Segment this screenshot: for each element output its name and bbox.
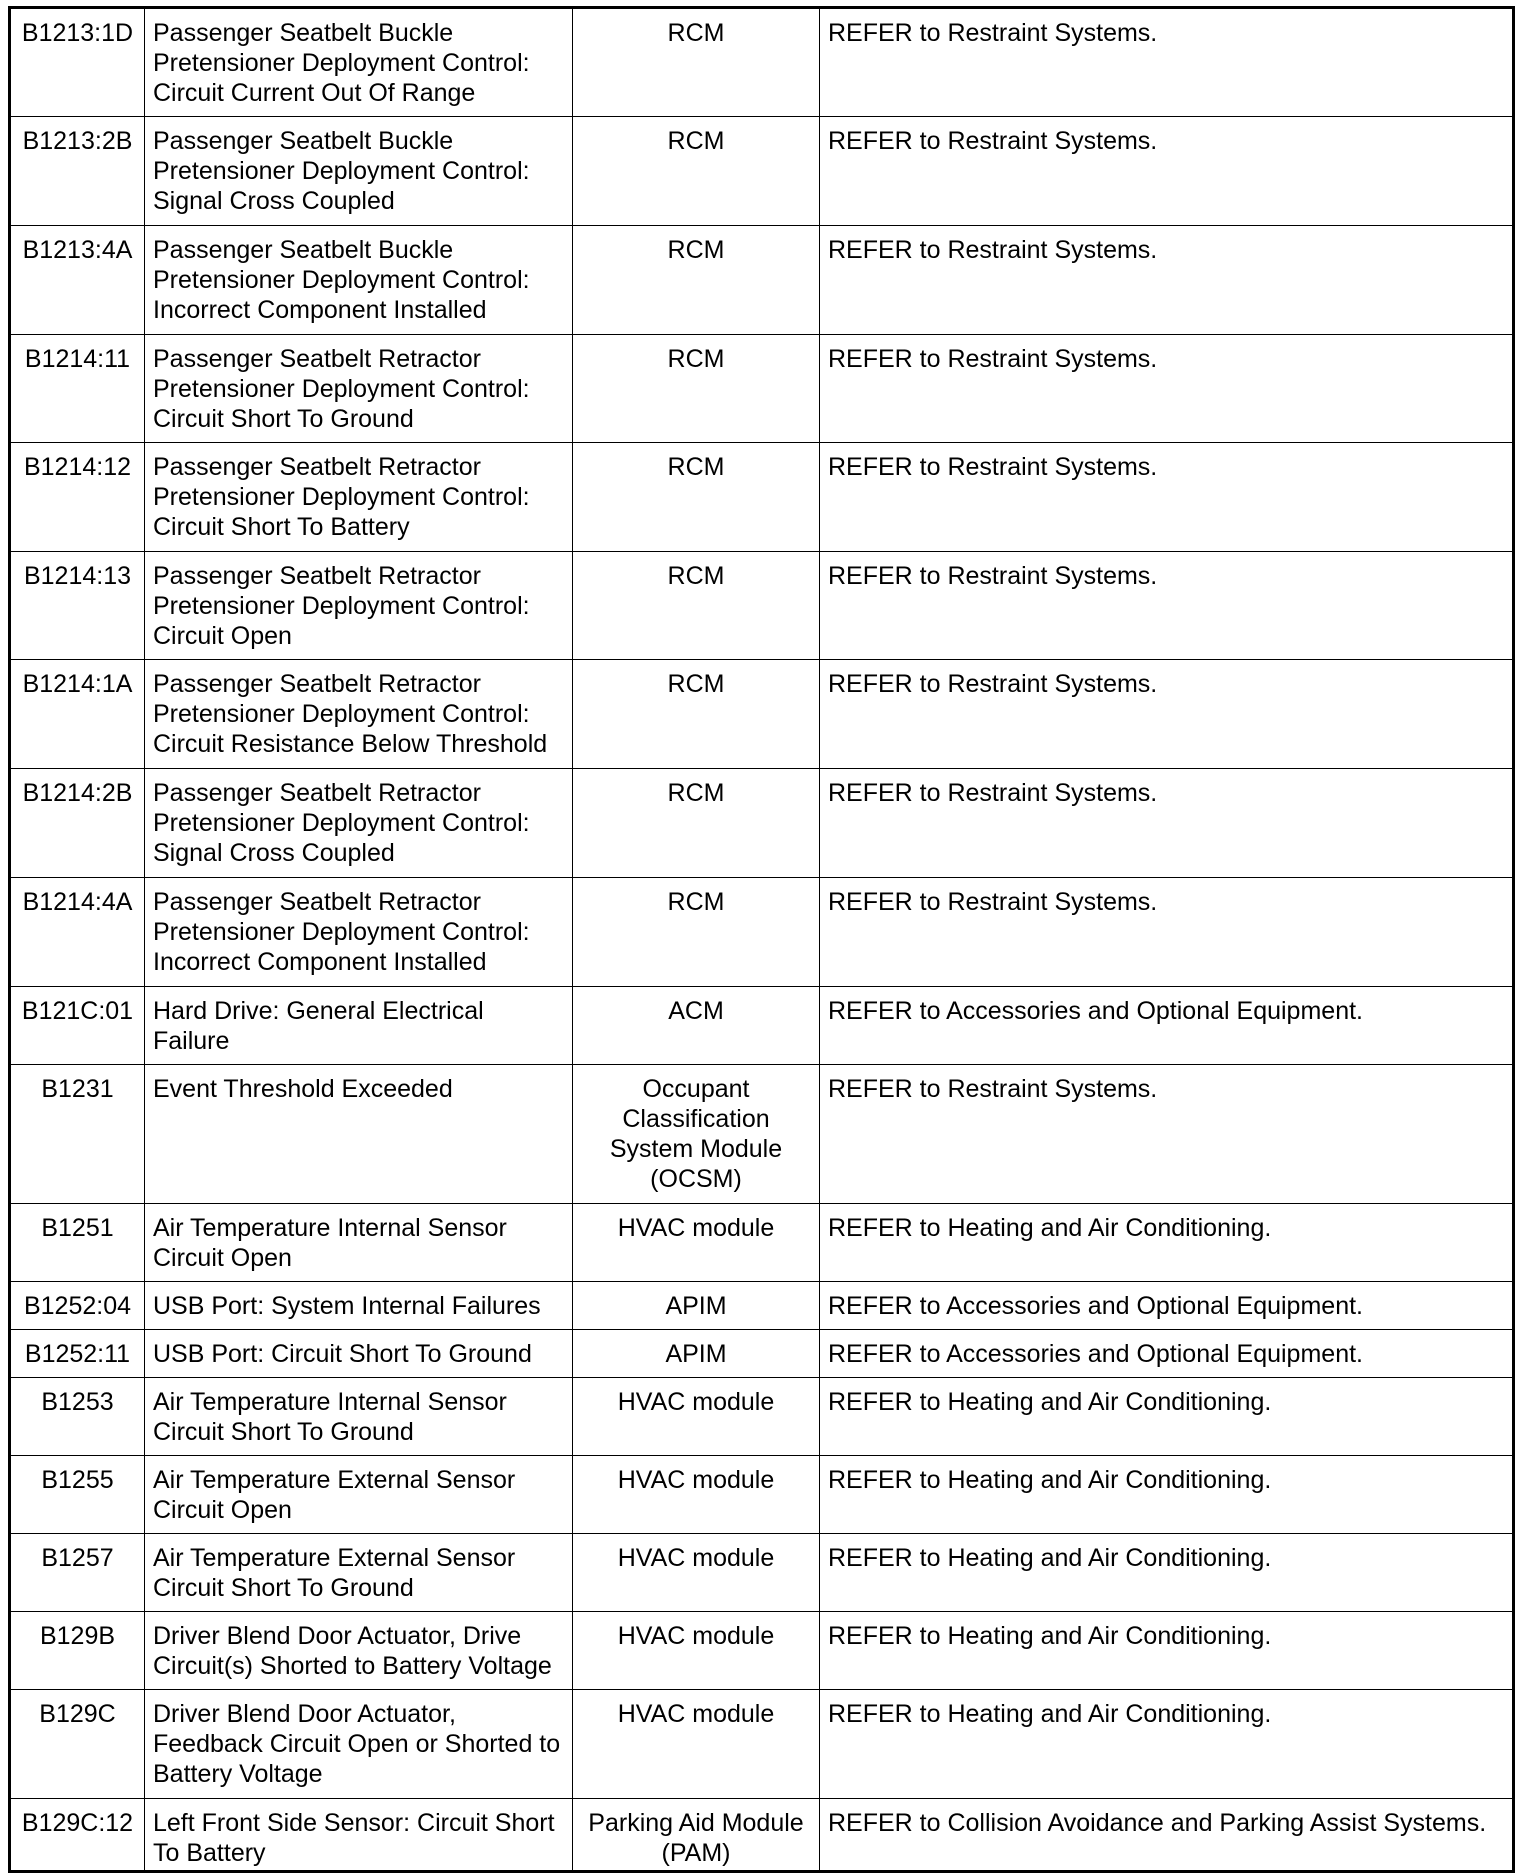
dtc-description: Passenger Seatbelt Retractor Pretensioner Deployment Control: Incorrect Component Installed (145, 878, 573, 987)
table-row (10, 443, 1514, 552)
dtc-description: Passenger Seatbelt Retractor Pretensioner Deployment Control: Signal Cross Coupled (145, 769, 573, 878)
dtc-code: B1213:1D (10, 8, 145, 117)
dtc-action: REFER to Restraint Systems. (820, 660, 1514, 769)
dtc-description: Passenger Seatbelt Buckle Pretensioner Deployment Control: Signal Cross Coupled (145, 117, 573, 226)
table-row (10, 878, 1514, 987)
dtc-code: B1214:11 (10, 335, 145, 443)
dtc-code: B129B (10, 1612, 145, 1690)
table-row (10, 335, 1514, 443)
table-row (10, 1456, 1514, 1534)
dtc-code: B1214:13 (10, 552, 145, 660)
dtc-module: HVAC module (573, 1456, 820, 1534)
dtc-description: Driver Blend Door Actuator, Drive Circuit(s) Shorted to Battery Voltage (145, 1612, 573, 1690)
table-row (10, 1534, 1514, 1612)
table-row (10, 1204, 1514, 1282)
dtc-code: B1252:04 (10, 1282, 145, 1330)
dtc-module: RCM (573, 117, 820, 226)
dtc-description: Passenger Seatbelt Buckle Pretensioner Deployment Control: Circuit Current Out Of Range (145, 8, 573, 117)
dtc-description: Passenger Seatbelt Buckle Pretensioner Deployment Control: Incorrect Component Installed (145, 226, 573, 335)
dtc-module: HVAC module (573, 1612, 820, 1690)
dtc-action: REFER to Restraint Systems. (820, 117, 1514, 226)
dtc-action: REFER to Heating and Air Conditioning. (820, 1378, 1514, 1456)
dtc-module: APIM (573, 1330, 820, 1378)
dtc-action: REFER to Restraint Systems. (820, 552, 1514, 660)
table-row (10, 1378, 1514, 1456)
dtc-action: REFER to Heating and Air Conditioning. (820, 1690, 1514, 1799)
dtc-module: RCM (573, 226, 820, 335)
dtc-code: B1214:2B (10, 769, 145, 878)
dtc-module: RCM (573, 335, 820, 443)
dtc-description: Passenger Seatbelt Retractor Pretensioner Deployment Control: Circuit Resistance Below Threshold (145, 660, 573, 769)
dtc-description: Air Temperature Internal Sensor Circuit Short To Ground (145, 1378, 573, 1456)
dtc-action: REFER to Restraint Systems. (820, 226, 1514, 335)
dtc-module: Parking Aid Module (PAM) (573, 1799, 820, 1872)
dtc-module: RCM (573, 552, 820, 660)
dtc-action: REFER to Heating and Air Conditioning. (820, 1204, 1514, 1282)
dtc-action: REFER to Restraint Systems. (820, 1065, 1514, 1204)
dtc-description: Air Temperature External Sensor Circuit Short To Ground (145, 1534, 573, 1612)
dtc-description: Air Temperature Internal Sensor Circuit Open (145, 1204, 573, 1282)
dtc-action: REFER to Restraint Systems. (820, 335, 1514, 443)
dtc-description: Air Temperature External Sensor Circuit Open (145, 1456, 573, 1534)
dtc-module: RCM (573, 878, 820, 987)
table-row (10, 1330, 1514, 1378)
dtc-code: B1214:1A (10, 660, 145, 769)
table-row (10, 987, 1514, 1065)
dtc-action: REFER to Restraint Systems. (820, 8, 1514, 117)
dtc-code: B1255 (10, 1456, 145, 1534)
dtc-action: REFER to Accessories and Optional Equipment. (820, 1282, 1514, 1330)
table-row (10, 769, 1514, 878)
dtc-action: REFER to Restraint Systems. (820, 769, 1514, 878)
dtc-code: B1214:4A (10, 878, 145, 987)
dtc-module: Occupant Classification System Module (OCSM) (573, 1065, 820, 1204)
table-row (10, 117, 1514, 226)
dtc-module: ACM (573, 987, 820, 1065)
dtc-module: HVAC module (573, 1204, 820, 1282)
dtc-code: B1253 (10, 1378, 145, 1456)
table-row (10, 1690, 1514, 1799)
dtc-code: B1257 (10, 1534, 145, 1612)
table-row (10, 1799, 1514, 1872)
table-row (10, 8, 1514, 117)
dtc-description: Passenger Seatbelt Retractor Pretensioner Deployment Control: Circuit Short To Ground (145, 335, 573, 443)
dtc-action: REFER to Heating and Air Conditioning. (820, 1612, 1514, 1690)
dtc-code: B1252:11 (10, 1330, 145, 1378)
dtc-description: Hard Drive: General Electrical Failure (145, 987, 573, 1065)
dtc-action: REFER to Heating and Air Conditioning. (820, 1456, 1514, 1534)
dtc-description: Event Threshold Exceeded (145, 1065, 573, 1204)
dtc-action: REFER to Accessories and Optional Equipment. (820, 1330, 1514, 1378)
dtc-module: RCM (573, 660, 820, 769)
dtc-module: HVAC module (573, 1378, 820, 1456)
dtc-module: RCM (573, 8, 820, 117)
table-row (10, 552, 1514, 660)
dtc-action: REFER to Heating and Air Conditioning. (820, 1534, 1514, 1612)
dtc-description: Left Front Side Sensor: Circuit Short To Battery (145, 1799, 573, 1872)
dtc-module: HVAC module (573, 1690, 820, 1799)
dtc-table-body (10, 8, 1514, 1872)
dtc-module: APIM (573, 1282, 820, 1330)
dtc-description: Driver Blend Door Actuator, Feedback Circuit Open or Shorted to Battery Voltage (145, 1690, 573, 1799)
dtc-action: REFER to Collision Avoidance and Parking Assist Systems. (820, 1799, 1514, 1872)
table-row (10, 660, 1514, 769)
dtc-action: REFER to Restraint Systems. (820, 878, 1514, 987)
dtc-code: B1214:12 (10, 443, 145, 552)
dtc-module: HVAC module (573, 1534, 820, 1612)
table-row (10, 226, 1514, 335)
dtc-description: USB Port: Circuit Short To Ground (145, 1330, 573, 1378)
dtc-description: Passenger Seatbelt Retractor Pretensioner Deployment Control: Circuit Open (145, 552, 573, 660)
dtc-code: B121C:01 (10, 987, 145, 1065)
dtc-description: Passenger Seatbelt Retractor Pretensioner Deployment Control: Circuit Short To Battery (145, 443, 573, 552)
dtc-code: B1213:2B (10, 117, 145, 226)
dtc-code: B1251 (10, 1204, 145, 1282)
dtc-code: B1213:4A (10, 226, 145, 335)
dtc-action: REFER to Accessories and Optional Equipment. (820, 987, 1514, 1065)
dtc-module: RCM (573, 443, 820, 552)
table-row (10, 1612, 1514, 1690)
dtc-code: B129C (10, 1690, 145, 1799)
dtc-code: B1231 (10, 1065, 145, 1204)
dtc-module: RCM (573, 769, 820, 878)
dtc-code: B129C:12 (10, 1799, 145, 1872)
table-row (10, 1282, 1514, 1330)
table-row (10, 1065, 1514, 1204)
dtc-action: REFER to Restraint Systems. (820, 443, 1514, 552)
dtc-table (8, 6, 1515, 1873)
dtc-description: USB Port: System Internal Failures (145, 1282, 573, 1330)
